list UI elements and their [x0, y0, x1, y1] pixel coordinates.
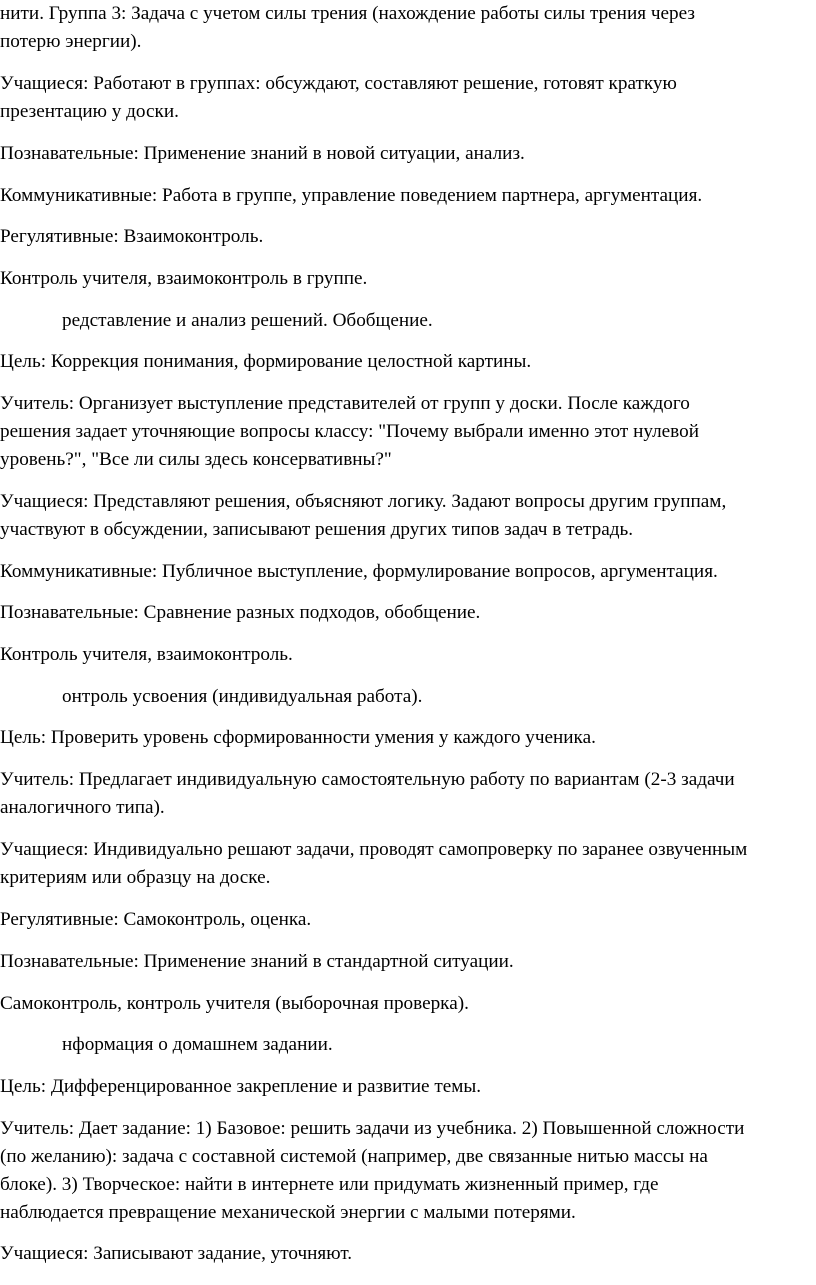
text-line: Учащиеся: Индивидуально решают задачи, проводят самопроверку по заранее озвученным	[0, 839, 748, 860]
paragraph-selfcontrol	[0, 990, 816, 1018]
paragraph-communicative-1	[0, 182, 816, 210]
text-line: Учащиеся: Записывают задание, уточняют.	[0, 1243, 353, 1264]
paragraph-control-1	[0, 265, 816, 293]
paragraph-goal-2	[0, 724, 816, 752]
text-line: блоке). 3) Творческое: найти в интернете или придумать жизненный пример, где	[0, 1174, 659, 1195]
paragraph-goal-1	[0, 348, 816, 376]
paragraph-students-groups	[0, 70, 816, 126]
text-line: потерю энергии).	[0, 31, 142, 52]
text-line: Учитель: Дает задание: 1) Базовое: решить задачи из учебника. 2) Повышенной сложности	[0, 1118, 745, 1139]
paragraph-cognitive-2	[0, 599, 816, 627]
text-line: Учащиеся: Представляют решения, объясняют логику. Задают вопросы другим группам,	[0, 491, 727, 512]
text-line: Регулятивные: Взаимоконтроль.	[0, 226, 264, 247]
paragraph-students-solve	[0, 836, 816, 892]
section-heading-homework	[62, 1031, 816, 1059]
text-line: Коммуникативные: Работа в группе, управление поведением партнера, аргументация.	[0, 185, 703, 206]
section-heading-control	[62, 683, 816, 711]
text-line: Учитель: Предлагает индивидуальную самостоятельную работу по вариантам (2-3 задачи	[0, 769, 735, 790]
text-line: редставление и анализ решений. Обобщение.	[62, 310, 433, 331]
text-line: критериям или образцу на доске.	[0, 867, 271, 888]
paragraph-goal-3	[0, 1073, 816, 1101]
text-line: уровень?", "Все ли силы здесь консервативны?"	[0, 449, 392, 470]
paragraph-group3-task	[0, 0, 816, 56]
text-line: (по желанию): задача с составной системой (например, две связанные нитью массы на	[0, 1146, 708, 1167]
text-line: Цель: Проверить уровень сформированности умения у каждого ученика.	[0, 727, 596, 748]
text-line: наблюдается превращение механической энергии с малыми потерями.	[0, 1202, 576, 1223]
paragraph-students-record	[0, 1240, 816, 1268]
text-line: Регулятивные: Самоконтроль, оценка.	[0, 909, 312, 930]
paragraph-cognitive-1	[0, 140, 816, 168]
text-line: Цель: Коррекция понимания, формирование целостной картины.	[0, 351, 532, 372]
text-line: нформация о домашнем задании.	[62, 1034, 333, 1055]
paragraph-students-present	[0, 488, 816, 544]
paragraph-teacher-3	[0, 1115, 816, 1227]
text-line: Познавательные: Применение знаний в новой ситуации, анализ.	[0, 143, 525, 164]
paragraph-control-2	[0, 641, 816, 669]
paragraph-regulative-1	[0, 223, 816, 251]
paragraph-cognitive-3	[0, 948, 816, 976]
text-line: участвуют в обсуждении, записывают решения других типов задач в тетрадь.	[0, 519, 634, 540]
paragraph-teacher-2	[0, 766, 816, 822]
text-line: онтроль усвоения (индивидуальная работа).	[62, 686, 423, 707]
paragraph-teacher-1	[0, 390, 816, 474]
text-line: Цель: Дифференцированное закрепление и развитие темы.	[0, 1076, 482, 1097]
paragraph-communicative-2	[0, 558, 816, 586]
text-line: Учащиеся: Работают в группах: обсуждают, составляют решение, готовят краткую	[0, 73, 677, 94]
text-line: Самоконтроль, контроль учителя (выборочная проверка).	[0, 993, 469, 1014]
text-line: Учитель: Организует выступление представителей от групп у доски. После каждого	[0, 393, 690, 414]
text-line: Познавательные: Сравнение разных подходов, обобщение.	[0, 602, 481, 623]
text-line: Контроль учителя, взаимоконтроль в группе.	[0, 268, 368, 289]
text-line: нити. Группа 3: Задача с учетом силы трения (нахождение работы силы трения через	[0, 3, 695, 24]
text-line: аналогичного типа).	[0, 797, 165, 818]
section-heading-presentation	[62, 307, 816, 335]
text-line: презентацию у доски.	[0, 101, 179, 122]
text-line: решения задает уточняющие вопросы классу: "Почему выбрали именно этот нулевой	[0, 421, 699, 442]
text-line: Познавательные: Применение знаний в стандартной ситуации.	[0, 951, 514, 972]
text-line: Контроль учителя, взаимоконтроль.	[0, 644, 293, 665]
text-line: Коммуникативные: Публичное выступление, формулирование вопросов, аргументация.	[0, 561, 718, 582]
paragraph-regulative-2	[0, 906, 816, 934]
